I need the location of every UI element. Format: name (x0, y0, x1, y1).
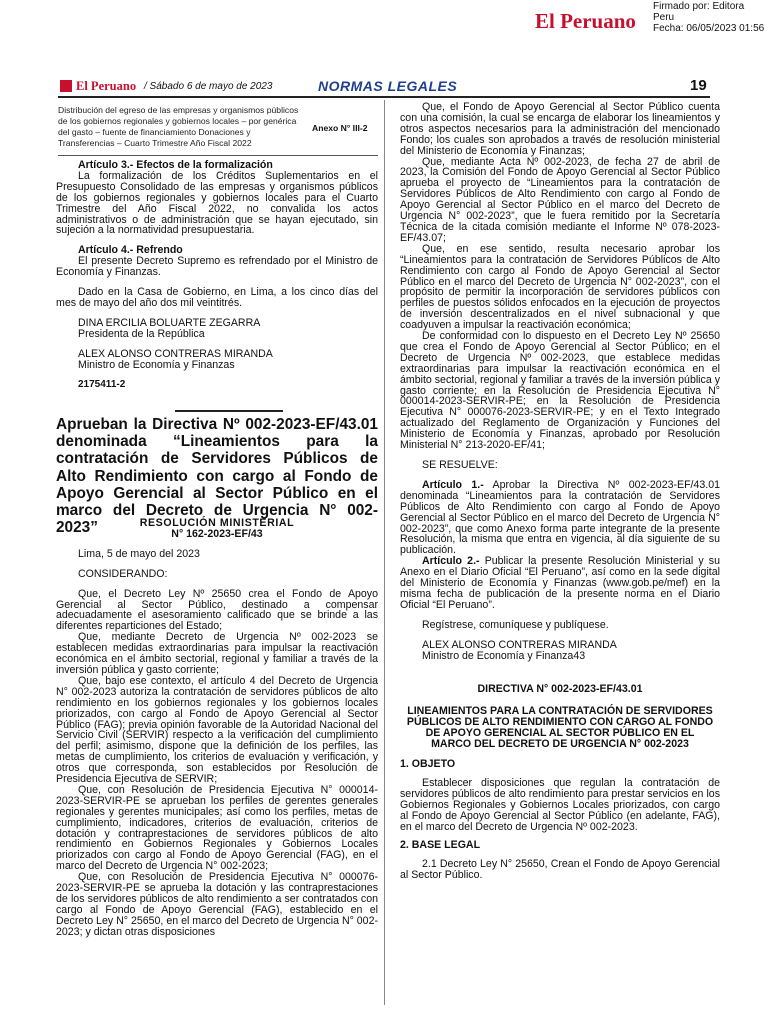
page-number: 19 (690, 77, 707, 94)
header-date: / Sábado 6 de mayo de 2023 (144, 81, 273, 92)
signatory-2-role: Ministro de Economía y Finanzas (78, 358, 235, 371)
digital-signature (653, 1, 764, 34)
signature-line: Fecha: 06/05/2023 01:56 (653, 23, 765, 34)
article-3-title: Artículo 3.- Efectos de la formalización (78, 159, 273, 171)
annex-label: Anexo N° III-2 (312, 123, 368, 133)
brand-mark-icon (60, 80, 72, 92)
annex-box (58, 105, 378, 156)
section-2-title: 2. BASE LEGAL (400, 839, 481, 852)
signatory-2-name: ALEX ALONSO CONTRERAS MIRANDA (78, 347, 273, 360)
separator-rule (175, 410, 283, 412)
signatory-1-role: Presidenta de la República (78, 327, 205, 340)
directive-title: DIRECTIVA N° 002-2023-EF/43.01 (477, 682, 643, 695)
article-2-body: Publicar la presente Resolución Ministerial y su Anexo en el Diario Oficial “El Peruano”, así como en la sede digital del Ministerio de Economía y Finanzas (www.gob.pe/mef) en la misma fecha de publicación de la presente norma en el Diario Oficial “El Peruano”. (400, 555, 720, 611)
signature-line: Peru (653, 12, 675, 23)
paragraph: Que, el Fondo de Apoyo Gerencial al Sector Público cuenta con una comisión, la cual se encarga de elaborar los lineamientos y otros aspectos necesarios para la administración del mencionado Fondo; los cuales son aprobados a través de resolución ministerial del Ministerio de Economía y Finanzas; (400, 101, 720, 157)
paragraph: De conformidad con lo dispuesto en el Decreto Ley Nº 25650 que crea el Fondo de Apoyo Gerencial al Sector Público; en el Decreto de Urgencia Nº 002-2023, que establece medidas extraordinarias para impulsar la reactivación económica en el ámbito sectorial, regional y familiar a través de la inversión pública y gasto corriente; en la Resolución de Presidencia Ejecutiva N° 000014-2023-SERVIR-PE; en la Resolución de Presidencia Ejecutiva N° 000076-2023-SERVIR-PE; y en el Texto Integrado actualizado del Reglamento de Organización y Funciones del Ministerio de Economía y Finanzas, aprobado por Resolución Ministerial N° 213-2020-EF/41; (400, 330, 720, 452)
resolution-title: RESOLUCIÓN MINISTERIAL (139, 517, 295, 529)
signatory-role: Ministro de Economía y Finanza43 (422, 649, 586, 662)
signatory-1-name: DINA ERCILIA BOLUARTE ZEGARRA (78, 316, 261, 329)
article-1 (400, 480, 720, 556)
resolution-number: N° 162-2023-EF/43 (171, 527, 263, 540)
section-title: NORMAS LEGALES (318, 78, 458, 94)
legal-base-item: 2.1 Decreto Ley N° 25650, Crean el Fondo de Apoyo Gerencial al Sector Público. (400, 858, 720, 882)
header-logo: El Peruano (76, 79, 137, 93)
left-column-resolution (56, 518, 378, 938)
considerando-heading: CONSIDERANDO: (78, 567, 168, 580)
right-column (400, 102, 720, 881)
document-code: 2175411-2 (78, 378, 126, 390)
closing-formula: Regístrese, comuníquese y publíquese. (422, 618, 609, 631)
annex-text: Distribución del egreso de las empresas y organismos públicos de los gobiernos regionales y gobiernos locales – por genérica del gasto – fuente de financiamiento Donaciones y Transferencias – Cuarto Trimestre Año Fiscal 2022 (58, 105, 299, 148)
signature-line: Firmado por: Editora (653, 1, 745, 12)
decree-title: Aprueban la Directiva Nº 002-2023-EF/43.01 denominada “Lineamientos para la contratación de Servidores Públicos de Alto Rendimiento con cargo al Fondo de Apoyo Gerencial al Sector Público en el marco del Decreto de Urgencia N° 002-2023” (56, 416, 378, 537)
resuelve-heading: SE RESUELVE: (422, 459, 498, 471)
signatory-name: ALEX ALONSO CONTRERAS MIRANDA (422, 638, 617, 651)
paragraph: Que, en ese sentido, resulta necesario aprobar los “Lineamientos para la contratación de Servidores Públicos de Alto Rendimiento con cargo al Fondo de Apoyo Gerencial al Sector Público en el marco del Decreto de Urgencia N° 002-2023”, con el propósito de permitir la incorporación de servidores públicos con perfiles de puestos sólidos enfocados en la ejecución de proyectos de inversión descentralizados en el nivel subnacional y que coadyuven a impulsar la reactivación económica; (400, 242, 720, 332)
article-2 (400, 556, 720, 611)
article-3-body: La formalización de los Créditos Suplementarios en el Presupuesto Consolidado de las empresas y organismos públicos de los gobiernos regionales y gobiernos locales para el Cuarto Trimestre del Año Fiscal 2022, no convalida los actos administrativos o de administración que se hayan ejecutado, sin sujeción a la normatividad presupuestaria. (56, 169, 378, 237)
header-rule (58, 96, 710, 98)
paragraph: Que, bajo ese contexto, el artículo 4 del Decreto de Urgencia N° 002-2023 autoriza la contratación de servidores públicos de alto rendimiento en los gobiernos regionales y los gobiernos locales priorizados, con cargo al Fondo de Apoyo Gerencial al Sector Público (FAG); previa opinión favorable de la Autoridad Nacional del Servicio Civil (SERVIR) respecto a la verificación del cumplimiento del perfil; asimismo, dispone que la definición de los perfiles, las metas de cumplimiento, los criterios de evaluación y verificación, y otros que corresponda, son establecidos por Resolución de Presidencia Ejecutiva de SERVIR; (56, 674, 378, 786)
article-2-title: Artículo 2.- (422, 555, 480, 568)
section-1-body: Establecer disposiciones que regulan la contratación de servidores públicos de alto rendimiento para prestar servicios en los Gobiernos Regionales y Gobiernos Locales priorizados, con cargo al Fondo de Apoyo Gerencial al Sector Público (en adelante, FAG), en el marco del Decreto de Urgencia Nº 002-2023. (400, 776, 720, 833)
article-1-title: Artículo 1.- (422, 478, 484, 491)
paragraph: Que, mediante Acta Nº 002-2023, de fecha 27 de abril de 2023, la Comisión del Fondo de Apoyo Gerencial al Sector Público aprueba el proyecto de “Lineamientos para la contratación de Servidores Públicos de Alto Rendimiento con cargo al Fondo de Apoyo Gerencial al Sector Público en el marco del Decreto de Urgencia N° 002-2023”, que le fuera remitido por la Secretaría Técnica de la citada comisión mediante el Informe Nº 078-2023-EF/43.07; (400, 155, 720, 244)
article-1-body: Aprobar la Directiva Nº 002-2023-EF/43.01 denominada “Lineamientos para la contratación de Servidores Públicos de Alto Rendimiento con cargo al Fondo de Apoyo Gerencial al Sector Público en el marco del Decreto de Urgencia N° 002-2023”, que como Anexo forma parte integrante de la presente Resolución, la misma que entra en vigencia, al día siguiente de su publicación. (400, 478, 720, 557)
paragraph: Que, mediante Decreto de Urgencia Nº 002-2023 se establecen medidas extraordinarias para impulsar la reactivación económica en el ámbito sectorial, regional y familiar a través de la inversión pública y gasto corriente; (56, 631, 378, 676)
place-date: Lima, 5 de mayo del 2023 (78, 547, 200, 560)
paragraph: Que, el Decreto Ley Nº 25650 crea el Fondo de Apoyo Gerencial al Sector Público, destinado a compensar adecuadamente el asesoramiento calificado que se brinde a las diferentes reparticiones del Estado; (56, 587, 378, 633)
guidelines-title: LINEAMIENTOS PARA LA CONTRATACIÓN DE SERVIDORES PÚBLICOS DE ALTO RENDIMIENTO CON CARGO AL FONDO DE APOYO GERENCIAL AL SECTOR PÚBLICO EN EL MARCO DEL DECRETO DE URGENCIA N° 002-2023 (406, 705, 714, 751)
article-4-title: Artículo 4.- Refrendo (78, 244, 183, 257)
paragraph: Que, con Resolución de Presidencia Ejecutiva N° 000014-2023-SERVIR-PE se aprueban los perfiles de gerentes generales regionales y gerentes municipales; así como los perfiles, metas de cumplimiento, indicadores, criterios de evaluación, criterios de dotación y contraprestaciones de servidores públicos de alto rendimiento en Gobiernos Regionales y Gobiernos Locales priorizados con cargo al Fondo de Apoyo Gerencial (FAG), en el marco del Decreto de Urgencia N° 002-2023; (56, 783, 378, 873)
signature-logo: El Peruano (535, 9, 636, 33)
given-text: Dado en la Casa de Gobierno, en Lima, a los cinco días del mes de mayo del año dos mil veintitrés. (56, 286, 378, 309)
section-1-title: 1. OBJETO (400, 758, 456, 771)
paragraph: Que, con Resolución de Presidencia Ejecutiva N° 000076-2023-SERVIR-PE se aprueba la dotación y las contraprestaciones de los servidores públicos de alto rendimiento a ser contratados con cargo al Fondo de Apoyo Gerencial (FAG), establecido en el Decreto Ley N° 25650, en el marco del Decreto de Urgencia N° 002-2023; y dictan otras disposiciones (56, 871, 378, 938)
column-divider (384, 100, 385, 1005)
left-column (56, 160, 378, 390)
article-4-body: El presente Decreto Supremo es refrendado por el Ministro de Economía y Finanzas. (56, 255, 378, 279)
